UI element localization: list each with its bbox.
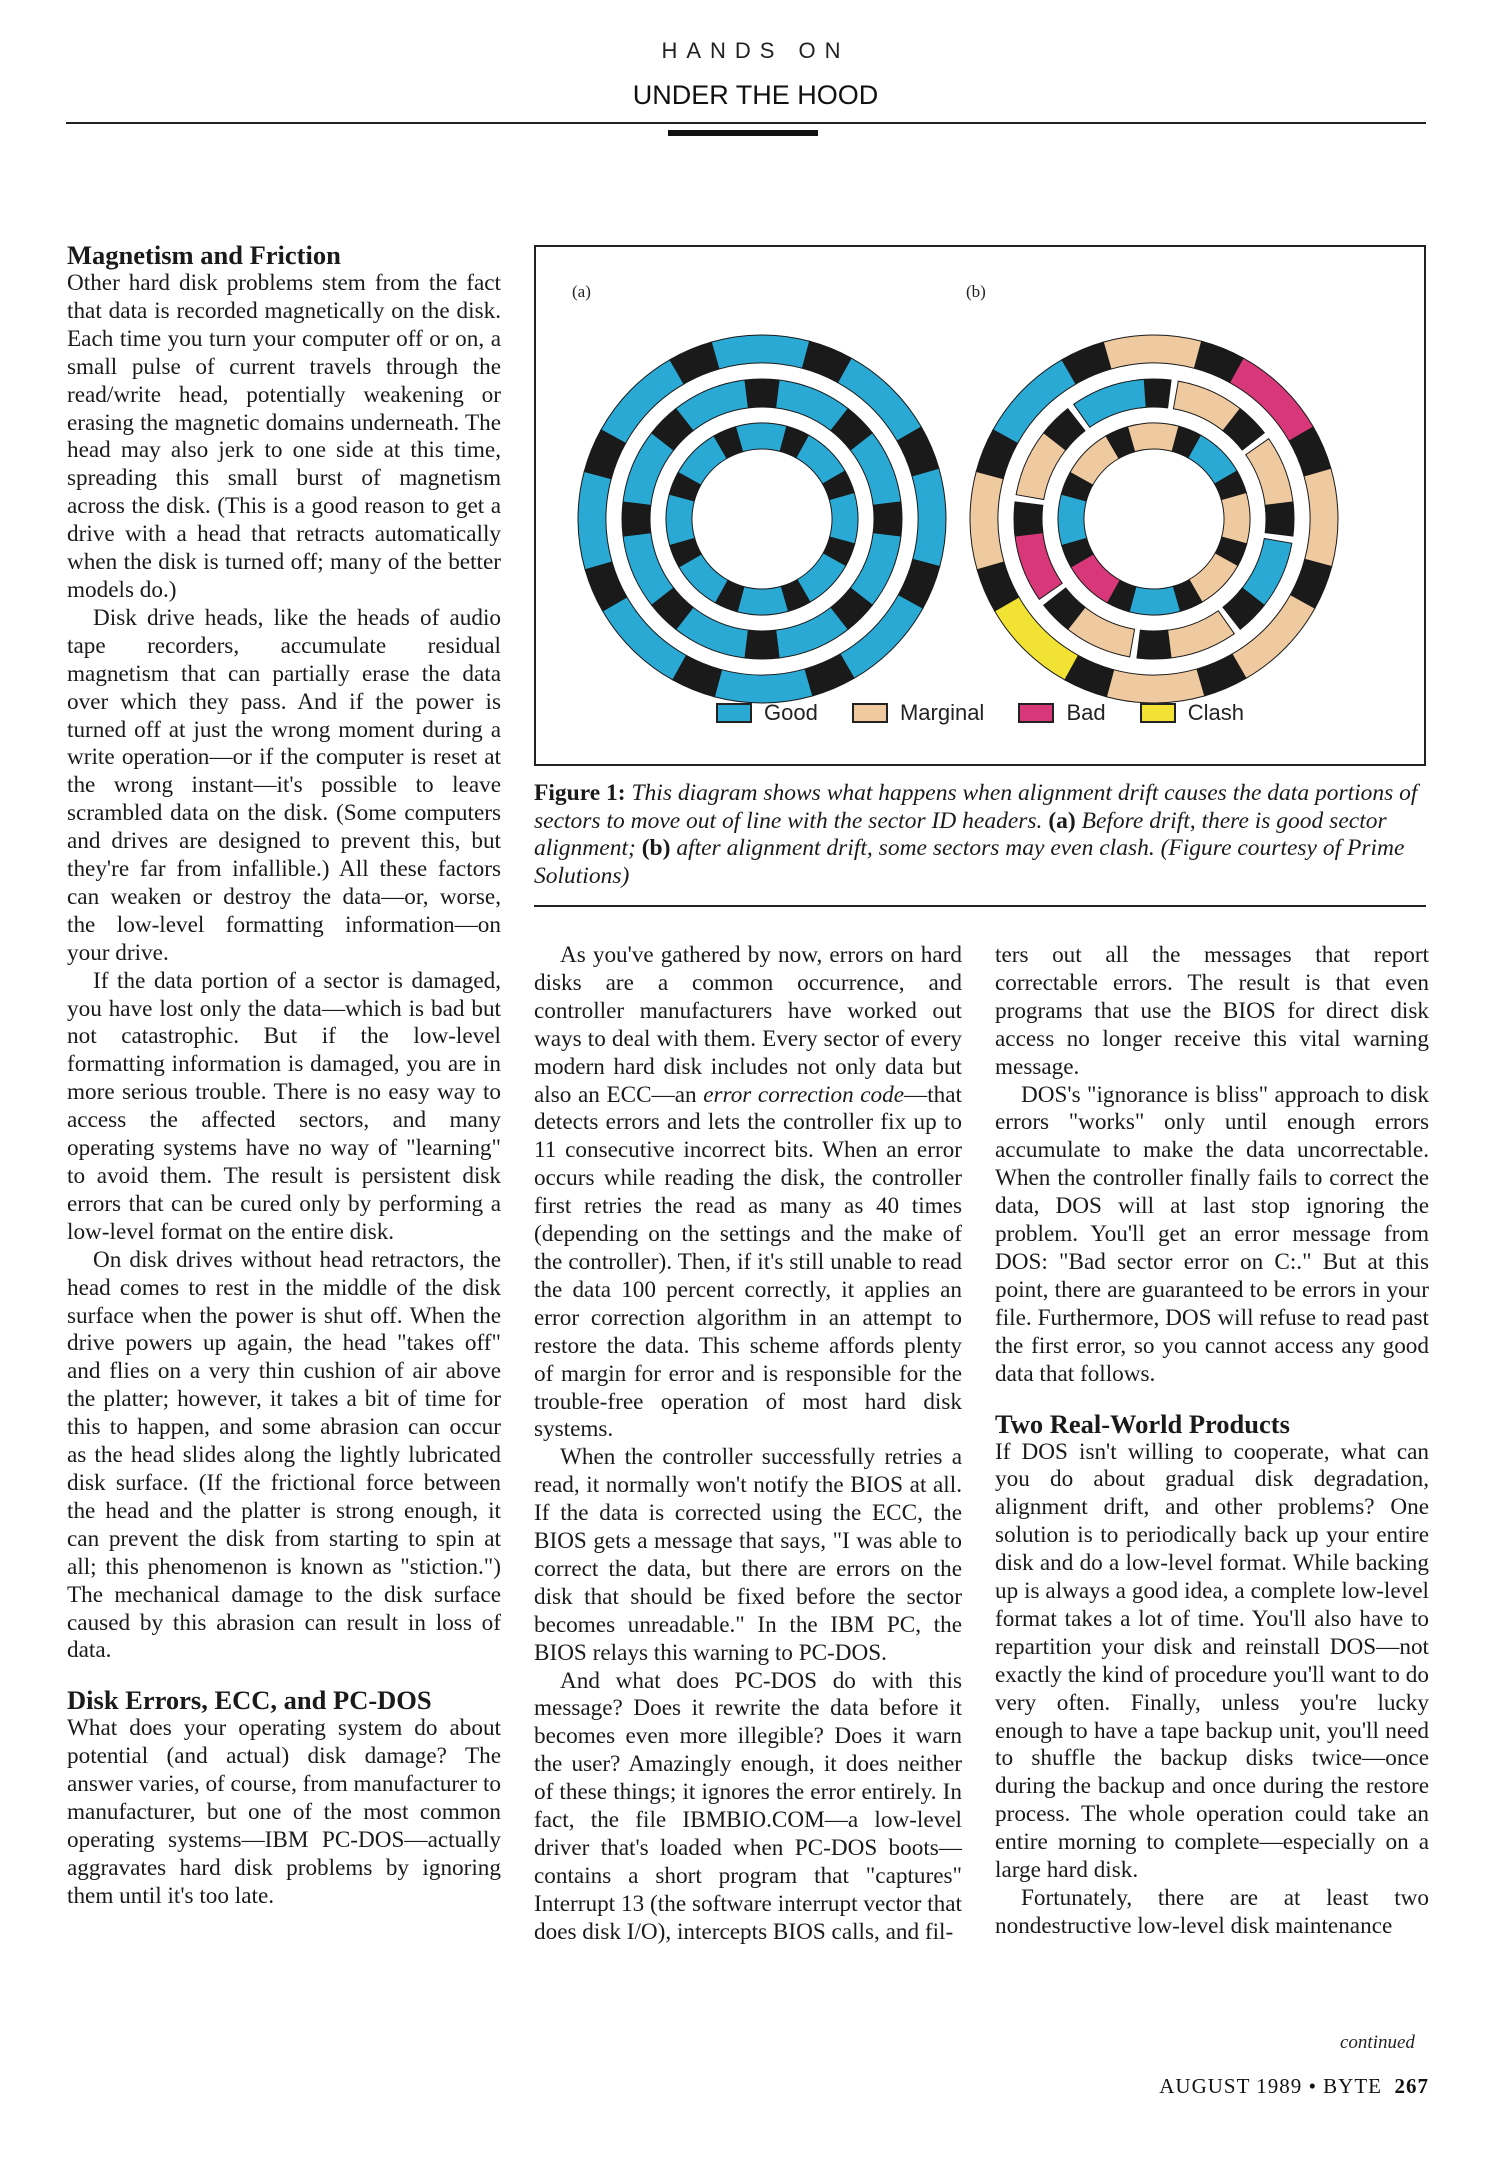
text-run: —that detects errors and lets the controller fix up to 11 consecutive incorrect bits. When an error occurs while reading the disk, the controller first retries the read as many as 40 times (depending on the settings and the make of the controller). Then, if it's still unable to read the data 100 percent correctly, it applies an error correction algorithm in an attempt to restore the data. This scheme affords plenty of margin for error and is responsible for the trouble-free operation of most hard disk systems. bbox=[534, 1081, 963, 1443]
legend-swatch-marginal bbox=[852, 703, 888, 723]
header-kicker: HANDS ON bbox=[661, 38, 850, 63]
legend-swatch-good bbox=[716, 703, 752, 723]
sector-data bbox=[912, 468, 946, 566]
footer-date: AUGUST 1989 bbox=[1159, 2074, 1303, 2098]
sector-data bbox=[711, 335, 809, 369]
sector-header bbox=[1265, 502, 1294, 536]
legend-swatch-clash bbox=[1140, 703, 1176, 723]
legend-label: Good bbox=[764, 700, 818, 725]
footer-bullet: • bbox=[1308, 2074, 1317, 2098]
figure-legend bbox=[534, 700, 1426, 729]
page-footer bbox=[1159, 2074, 1429, 2099]
section-title: UNDER THE HOOD bbox=[632, 80, 879, 110]
paragraph: When the controller successfully retries a read, it normally won't notify the BIOS at all. If the data is corrected using the ECC, the BIOS gets a message that says, "I was able to correct the data, but there are errors on the disk that should be fixed before the sector becomes unreadable." In the IBM PC, the BIOS relays this warning to PC-DOS. bbox=[534, 1444, 962, 1666]
legend-item-good bbox=[716, 700, 818, 726]
sector-data bbox=[578, 471, 612, 569]
sector-data bbox=[1074, 379, 1146, 427]
column-1 bbox=[67, 240, 501, 1911]
sector-header bbox=[873, 502, 902, 536]
legend-swatch-bad bbox=[1018, 703, 1054, 723]
sector-data bbox=[1103, 335, 1201, 369]
legend-label: Clash bbox=[1187, 700, 1244, 725]
sector-data bbox=[1106, 669, 1204, 703]
paragraph: Fortunately, there are at least two nondestructive low-level disk maintenance bbox=[995, 1885, 1429, 1939]
diagram-label-a: (a) bbox=[572, 282, 591, 301]
page-number: 267 bbox=[1394, 2074, 1429, 2098]
sector-data bbox=[1304, 468, 1338, 566]
column-3 bbox=[995, 942, 1429, 1941]
heading-disk-errors: Disk Errors, ECC, and PC-DOS bbox=[67, 1685, 432, 1716]
sector-header bbox=[745, 379, 779, 408]
heading-magnetism: Magnetism and Friction bbox=[67, 240, 341, 270]
header-rule bbox=[66, 122, 1426, 124]
emphasis: error correction code bbox=[703, 1081, 905, 1108]
caption-label-a: (a) bbox=[1048, 807, 1076, 834]
sector-data bbox=[1221, 493, 1250, 544]
paragraph: Disk drive heads, like the heads of audio tape recorders, accumulate residual magnetism that can partially erase the data over which they pass. And if the power is turned off at just the wrong moment during a write operation—or if the computer is reset at the wrong instant—it's possible to leave scrambled data on the disk. (Some computers and drives are designed to prevent this, but they're far from infallible.) All these factors can weaken or destroy the data—or, worse, the low-level formatting information—on your drive. bbox=[67, 604, 501, 966]
sector-header bbox=[745, 630, 779, 659]
paragraph: And what does PC-DOS do with this message? Does it rewrite the data before it becomes even more illegible? Does it warn the user? Amazingly enough, it does neither of these things; it ignores the error entirely. In fact, the file IBMBIO.COM—a low-level driver that's loaded when PC-DOS boots—contains a short program that "captures" Interrupt 13 (the software interrupt vector that does disk I/O), intercepts BIOS calls, and fil- bbox=[534, 1667, 962, 1945]
caption-text: This diagram shows what happens when alignment drift causes the data portions of sectors to move out of line with the sector ID headers. bbox=[534, 780, 1418, 834]
caption-lead: Figure 1: bbox=[534, 780, 626, 806]
text-run: As you've gathered by now, errors on hard disks are a common occurrence, and controller manufacturers have worked out ways to deal with them. Every sector of every modern hard disk includes not only data but also an ECC—an bbox=[534, 942, 962, 1108]
sector-data bbox=[1162, 611, 1234, 659]
sector-data bbox=[623, 533, 674, 606]
disk-before-drift bbox=[578, 335, 946, 703]
sector-data bbox=[1129, 586, 1180, 615]
figure-rule bbox=[534, 905, 1426, 907]
paragraph: Other hard disk problems stem from the fact that data is recorded magnetically on the disk. Each time you turn your computer off or on, a small pulse of current travels through the read/write head, potentially weakening or erasing the magnetic domains underneath. The head may also jerk to one side at this time, spreading this small burst of magnetism across the disk. (This is a good reason to get a drive with a head that retracts automatically when the disk is turned off; many of the better models do.) bbox=[67, 270, 501, 603]
sector-data bbox=[1014, 527, 1062, 599]
sector-header bbox=[622, 502, 651, 536]
footer-magazine: BYTE bbox=[1323, 2074, 1382, 2098]
continued-note: continued bbox=[1340, 2032, 1415, 2053]
legend-label: Bad bbox=[1066, 700, 1106, 725]
figure-1 bbox=[534, 245, 1426, 766]
sector-data bbox=[829, 493, 858, 544]
caption-text: Before drift, there is good sector alignment; bbox=[534, 807, 1387, 861]
sector-data bbox=[737, 586, 788, 615]
column-2 bbox=[534, 942, 962, 1947]
alignment-diagram bbox=[536, 247, 1424, 764]
paragraph: What does your operating system do about potential (and actual) disk damage? The answer varies, of course, from manufacturer to manufacturer, but one of the most common operating systems—IBM PC-DOS—actually aggravates hard disk problems by ignoring them until it's too late. bbox=[67, 1715, 501, 1909]
sector-data bbox=[666, 494, 695, 545]
sector-data bbox=[970, 471, 1004, 569]
sector-data bbox=[776, 607, 849, 658]
paragraph: ters out all the messages that report correctable errors. The result is that even programs that use the BIOS for direct disk access no longer receive this vital warning message. bbox=[995, 942, 1429, 1080]
sector-header bbox=[1137, 630, 1171, 659]
sector-data bbox=[1058, 494, 1087, 545]
paragraph: If the data portion of a sector is damaged, you have lost only the data—which is bad but not catastrophic. But if the low-level formatting information is damaged, you are in more serious trouble. There is no easy way to access the affected sectors, and many operating systems have no way of "learning" to avoid them. The result is persistent disk errors that can be cured only by performing a low-level format on the entire disk. bbox=[67, 967, 501, 1245]
legend-item-clash bbox=[1140, 700, 1244, 726]
caption-label-b: (b) bbox=[641, 835, 671, 861]
paragraph: On disk drives without head retractors, the head comes to rest in the middle of the disk surface when the power is shut off. When the drive powers up again, the head "takes off" and flies on a very thin cushion of air above the platter; however, it takes a bit of time for this to happen, and some abrasion can occur as the head slides along the lightly lubricated disk surface. (If the frictional force between the head and the platter is strong enough, it can prevent the disk from starting to spin at all; this phenomenon is known as "stiction.") The mechanical damage to the disk surface caused by this abrasion can result in loss of data. bbox=[67, 1246, 501, 1664]
sector-data bbox=[676, 380, 749, 431]
sector-header bbox=[1014, 502, 1043, 536]
caption-text: after alignment drift, some sectors may even clash. (Figure courtesy of Prime Solutions) bbox=[534, 835, 1405, 889]
sector-data bbox=[850, 433, 901, 506]
legend-item-bad bbox=[1018, 700, 1105, 726]
sector-data bbox=[1246, 439, 1294, 511]
paragraph bbox=[534, 942, 962, 1444]
legend-item-marginal bbox=[852, 700, 984, 726]
heading-two-products: Two Real-World Products bbox=[995, 1408, 1290, 1439]
header-bar bbox=[668, 130, 818, 136]
figure-caption bbox=[534, 780, 1426, 890]
sector-data bbox=[1128, 423, 1179, 452]
paragraph: If DOS isn't willing to cooperate, what can you do about gradual disk degradation, alignment drift, and other problems? One solution is to periodically back up your entire disk and do a low-level format. While backing up is always a good idea, a complete low-level format takes a lot of time. You'll also have to repartition your disk and reinstall DOS—not exactly the kind of procedure you'll want to do very often. Finally, unless you're lucky enough to have a tape backup unit, you'll need to shuffle the backup disks twice—once during the backup and once during the restore process. The whole operation could take an entire morning to complete—especially on a large hard disk. bbox=[995, 1438, 1429, 1884]
paragraph: DOS's "ignorance is bliss" approach to disk errors "works" only until enough errors accumulate to make the data uncorrectable. When the controller finally fails to correct the data, DOS will at last stop ignoring the problem. You'll get an error message from DOS: "Bad sector error on C:." But at this point, there are guaranteed to be errors in your file. Furthermore, DOS will refuse to read past the first error, so you cannot access any good data that follows. bbox=[995, 1081, 1429, 1387]
disk-after-drift bbox=[970, 335, 1338, 703]
sector-data bbox=[714, 669, 812, 703]
sector-data bbox=[736, 423, 787, 452]
legend-label: Marginal bbox=[899, 700, 985, 725]
diagram-label-b: (b) bbox=[966, 282, 986, 301]
